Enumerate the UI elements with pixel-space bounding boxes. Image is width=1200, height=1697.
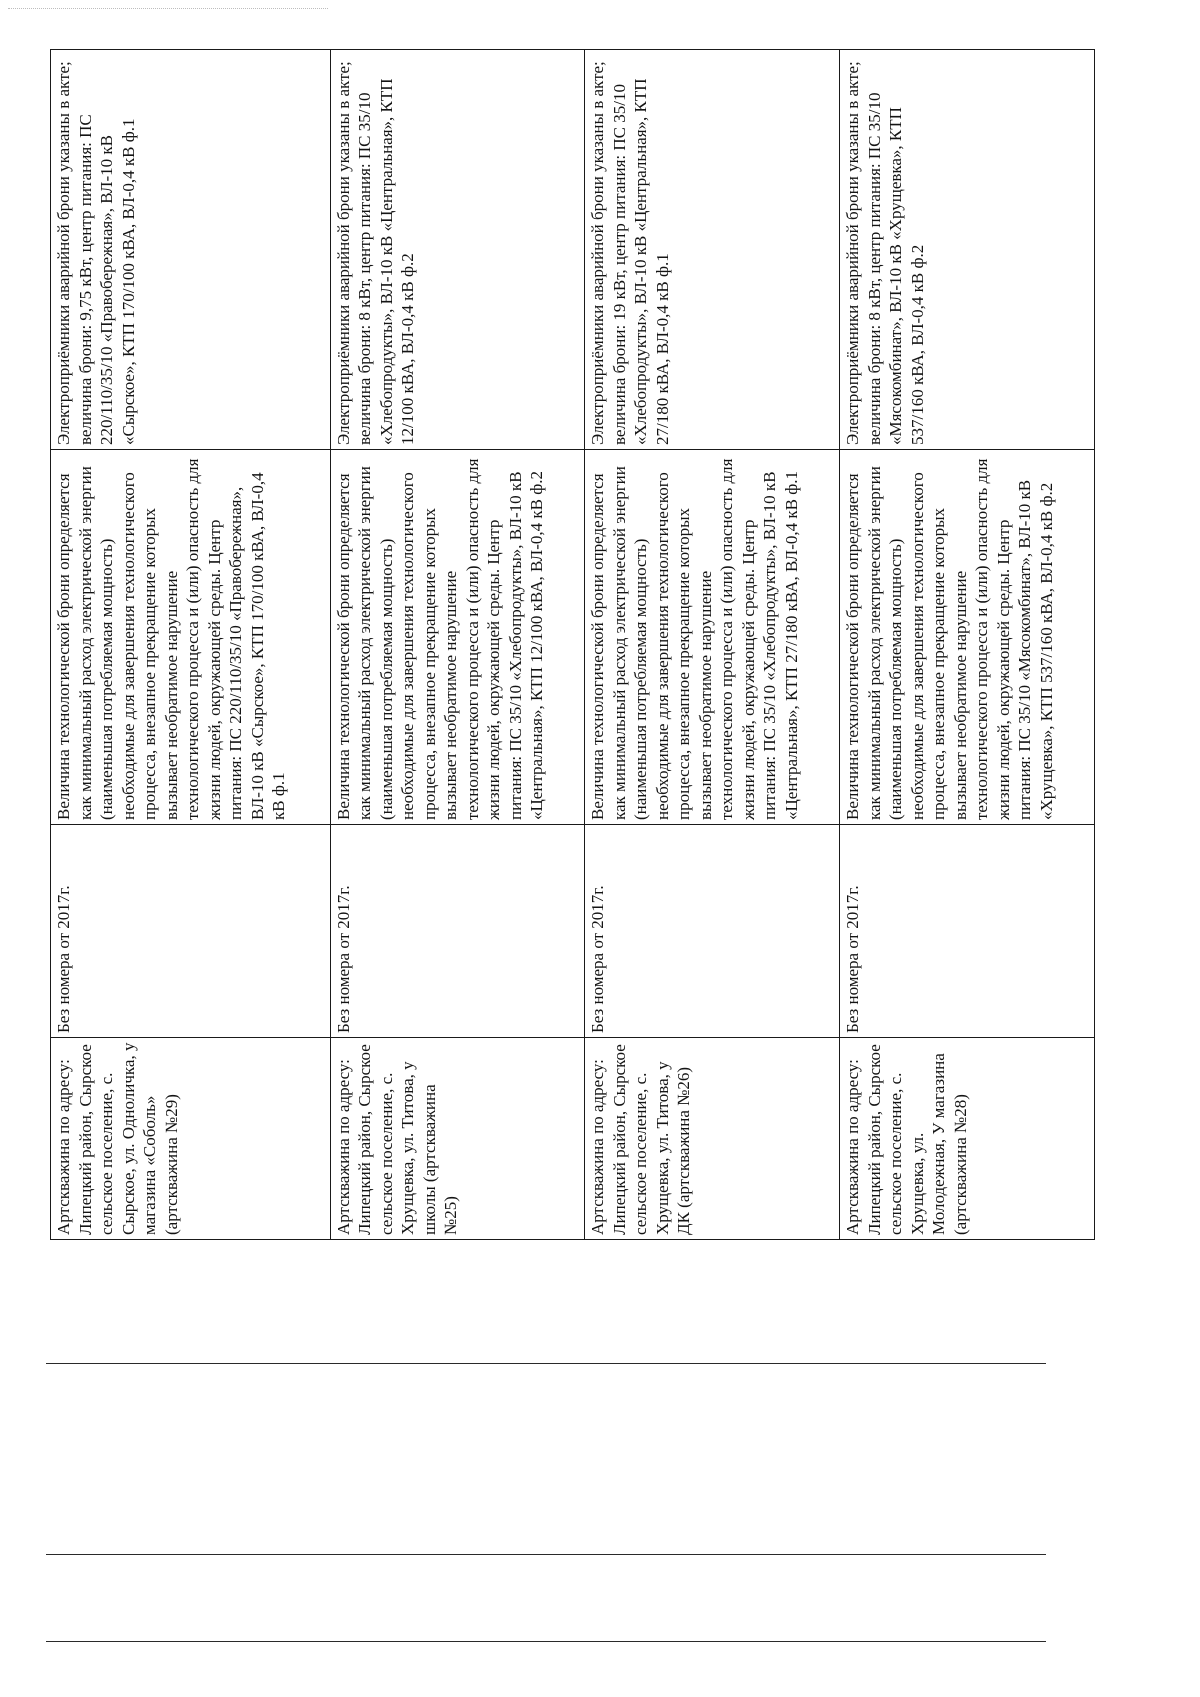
object-cell: Артскважина по адресу: Липецкий район, Сырское сельское поселение, с. Хрущевка, ул. Титова, у ДК (артскважина №26) (585, 1038, 840, 1240)
act-cell: Без номера от 2017г. (330, 825, 585, 1038)
emergency-reserve-cell: Электроприёмники аварийной брони указаны в акте; величина брони: 9,75 кВт, центр питания: ПС 220/110/35/10 «Правобережная», ВЛ-10 кВ «Сырское», КТП 170/100 кВА, ВЛ-0,4 кВ ф.1 (51, 50, 331, 450)
tech-reserve-cell: Величина технологической брони определяется как минимальный расход электрической энергии (наименьшая потребляемая мощность) необходимые для завершения технологического процесса, внезапное прекращение которых вызывает необратимое нарушение технологического процесса и (или) опасность для жизни людей, окружающей среды. Центр питания: ПС 220/110/35/10 «Правобережная», ВЛ-10 кВ «Сырское», КТП 170/100 кВА, ВЛ-0,4 кВ ф.1 (51, 450, 331, 825)
object-cell: Артскважина по адресу: Липецкий район, Сырское сельское поселение, с. Хрущевка, ул. Титова, у школы (артскважина №25) (330, 1038, 585, 1240)
act-cell: Без номера от 2017г. (585, 825, 840, 1038)
tech-reserve-cell: Величина технологической брони определяется как минимальный расход электрической энергии (наименьшая потребляемая мощность) необходимые для завершения технологического процесса, внезапное прекращение которых вызывает необратимое нарушение технологического процесса и (или) опасность для жизни людей, окружающей среды. Центр питания: ПС 35/10 «Мясокомбинат», ВЛ-10 кВ «Хрущевка», КТП 537/160 кВА, ВЛ-0,4 кВ ф.2 (840, 450, 1095, 825)
tech-reserve-cell: Величина технологической брони определяется как минимальный расход электрической энергии (наименьшая потребляемая мощность) необходимые для завершения технологического процесса, внезапное прекращение которых вызывает необратимое нарушение технологического процесса и (или) опасность для жизни людей, окружающей среды. Центр питания: ПС 35/10 «Хлебопродукты», ВЛ-10 кВ «Центральная», КТП 27/180 кВА, ВЛ-0,4 кВ ф.1 (585, 450, 840, 825)
object-cell: Артскважина по адресу: Липецкий район, Сырское сельское поселение, с. Хрущевка, ул. Молодежная, У магазина (артскважина №28) (840, 1038, 1095, 1240)
object-cell: Артскважина по адресу: Липецкий район, Сырское сельское поселение, с. Сырское, ул. Одноличка, у магазина «Соболь» (артскважина №29) (51, 1038, 331, 1240)
act-cell: Без номера от 2017г. (840, 825, 1095, 1038)
act-cell: Без номера от 2017г. (51, 825, 331, 1038)
tech-reserve-cell: Величина технологической брони определяется как минимальный расход электрической энергии (наименьшая потребляемая мощность) необходимые для завершения технологического процесса, внезапное прекращение которых вызывает необратимое нарушение технологического процесса и (или) опасность для жизни людей, окружающей среды. Центр питания: ПС 35/10 «Хлебопродукты», ВЛ-10 кВ «Центральная», КТП 12/100 кВА, ВЛ-0,4 кВ ф.2 (330, 450, 585, 825)
emergency-reserve-cell: Электроприёмники аварийной брони указаны в акте; величина брони: 8 кВт, центр питания: ПС 35/10 «Хлебопродукты», ВЛ-10 кВ «Центральная», КТП 12/100 кВА, ВЛ-0,4 кВ ф.2 (330, 50, 585, 450)
table-row (840, 50, 1095, 1240)
emergency-reserve-cell: Электроприёмники аварийной брони указаны в акте; величина брони: 19 кВт, центр питания: ПС 35/10 «Хлебопродукты», ВЛ-10 кВ «Центральная», КТП 27/180 кВА, ВЛ-0,4 кВ ф.1 (585, 50, 840, 450)
reserve-table (50, 49, 1095, 1240)
table-row (51, 50, 331, 1240)
table-row (585, 50, 840, 1240)
emergency-reserve-cell: Электроприёмники аварийной брони указаны в акте; величина брони: 8 кВт, центр питания: ПС 35/10 «Мясокомбинат», ВЛ-10 кВ «Хрущевка», КТП 537/160 кВА, ВЛ-0,4 кВ ф.2 (840, 50, 1095, 450)
footer-rule-1 (46, 1363, 1046, 1364)
scan-artifact-dots (8, 8, 328, 11)
rotated-table-container (50, 50, 1095, 1240)
footer-rule-2 (46, 1554, 1046, 1555)
footer-rule-3 (46, 1641, 1046, 1642)
table-row (330, 50, 585, 1240)
